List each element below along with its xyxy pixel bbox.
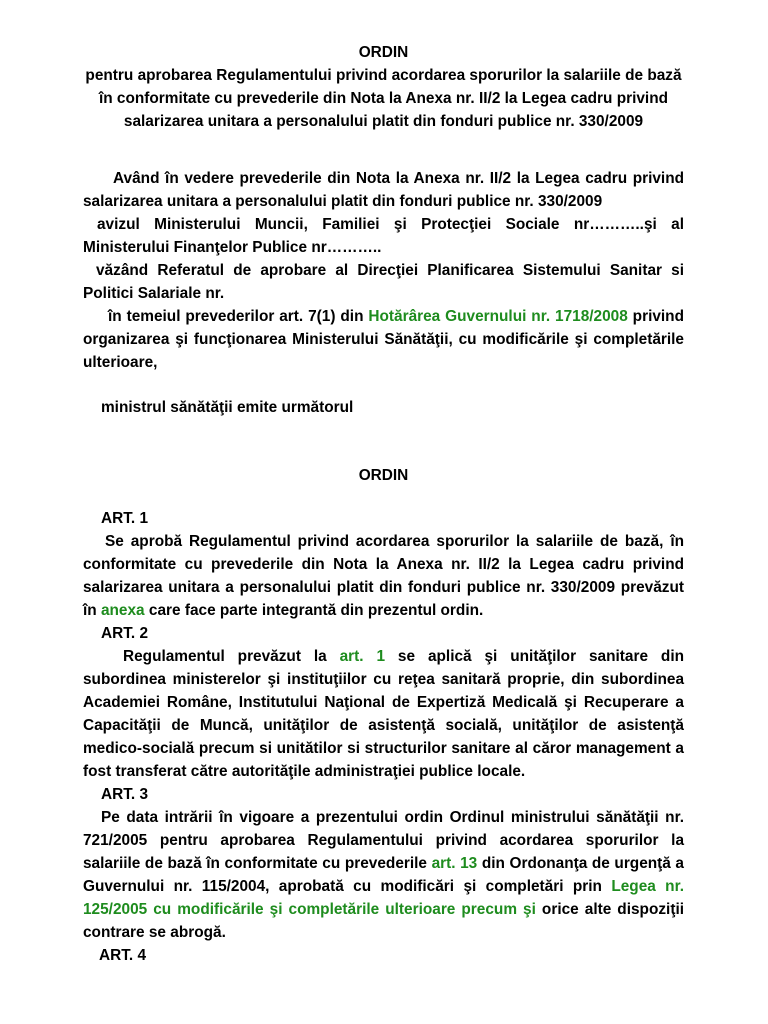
article-2-text-b: se aplică şi unităţilor sanitare din subordinea ministerelor şi instituţiilor cu reţea sanitară proprie, din subordinea Academiei Române, Institutului Naţional de Expertiză Medicală şi Recuperare a Capacităţii de Muncă, unităţilor de asistenţă socială, unităţilor de asistenţă medico-socială precum si unitătilor si structurilor sanitare al căror management a fost transferat către autorităţile administraţiei publice locale. <box>83 648 684 780</box>
document-subtitle: pentru aprobarea Regulamentului privind acordarea sporurilor la salariile de bază în conformitate cu prevederile din Nota la Anexa nr. II/2 la Legea cadru privind salarizarea unitara a personalului platit din fonduri publice nr. 330/2009 <box>85 67 682 130</box>
anexa-link[interactable]: anexa <box>100 602 145 619</box>
article-3-heading: ART. 3 <box>101 786 149 803</box>
preamble-paragraph-4 <box>83 305 684 374</box>
preamble-paragraph-2: avizul Ministerului Muncii, Familiei şi Protecţiei Sociale nr………..şi al Ministerului Finanţelor Publice nr……….. <box>83 216 684 256</box>
article-3-text-b: din Ordonanţa de urgenţă a Guvernului nr. 115/2004, aprobată cu modificări şi completări prin <box>83 855 684 895</box>
art-1-link[interactable]: art. 1 <box>339 648 386 665</box>
article-3-text <box>83 806 684 944</box>
article-1-heading: ART. 1 <box>101 510 149 527</box>
order-heading: ORDIN <box>358 467 409 484</box>
article-3-text-a: Pe data intrării în vigoare a prezentului ordin Ordinul ministrului sănătăţii nr. 721/2005 pentru aprobarea Regulamentului privind acordarea sporurilor la salariile de bază în conformitate cu prevederile <box>83 809 684 872</box>
preamble-paragraph-4-text-b: privind organizarea şi funcţionarea Ministerului Sănătăţii, cu modificările şi completările ulterioare, <box>83 308 684 371</box>
article-2-text-a: Regulamentul prevăzut la <box>123 648 340 665</box>
preamble-paragraph-3: văzând Referatul de aprobare al Direcţiei Planificarea Sistemului Sanitar si Politici Salariale nr. <box>83 262 684 302</box>
article-1-text-a: Se aprobă Regulamentul privind acordarea sporurilor la salariile de bază, în conformitate cu prevederile din Nota la Anexa nr. II/2 la Legea cadru privind salarizarea unitara a personalului platit din fonduri publice nr. 330/2009 prevăzut în <box>83 533 684 619</box>
preamble-paragraph-4-text-a: în temeiul prevederilor art. 7(1) din <box>108 308 369 325</box>
article-4-heading: ART. 4 <box>99 947 147 964</box>
article-3-text-c: orice alte dispoziţii contrare se abrogă. <box>83 901 684 941</box>
article-2-text <box>83 645 684 783</box>
document-title: ORDIN <box>358 44 409 61</box>
preamble-paragraph-5: ministrul sănătăţii emite următorul <box>101 399 354 416</box>
art-13-link[interactable]: art. 13 <box>431 855 478 872</box>
article-2-heading: ART. 2 <box>101 625 149 642</box>
document-page <box>83 42 684 967</box>
legea-125-2005-link[interactable]: Legea nr. 125/2005 cu modificările şi completările ulterioare precum şi <box>83 878 685 918</box>
article-1-text <box>83 530 684 622</box>
preamble-paragraph-1: Având în vedere prevederile din Nota la Anexa nr. II/2 la Legea cadru privind salarizarea unitara a personalului platit din fonduri publice nr. 330/2009 <box>83 170 684 210</box>
article-1-text-b: care face parte integrantă din prezentul ordin. <box>144 602 484 619</box>
hotararea-guvernului-link[interactable]: Hotărârea Guvernului nr. 1718/2008 <box>368 308 628 325</box>
